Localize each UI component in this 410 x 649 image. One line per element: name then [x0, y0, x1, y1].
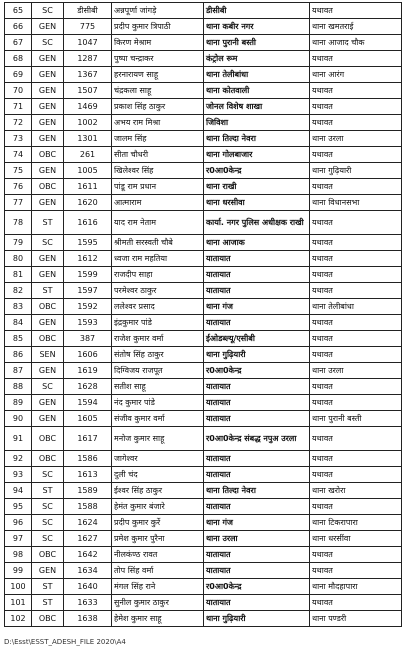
table-row — [5, 467, 402, 483]
remark-cell: यथावत — [310, 331, 402, 347]
new-posting-cell: र0आ0केन्द्र — [204, 579, 310, 595]
table-row — [5, 411, 402, 427]
new-posting-cell: जोनल विशेष शाखा — [204, 99, 310, 115]
category-cell: ST — [32, 483, 64, 499]
table-row — [5, 35, 402, 51]
new-posting-cell: र0आ0केन्द्र — [204, 363, 310, 379]
table-row — [5, 235, 402, 251]
table-row — [5, 379, 402, 395]
category-cell: SC — [32, 35, 64, 51]
remark-cell: यथावत — [310, 267, 402, 283]
serial-number-cell: 67 — [5, 35, 32, 51]
badge-number-cell: 1634 — [64, 563, 112, 579]
remark-cell: यथावत — [310, 499, 402, 515]
employee-name-cell: इंद्रकुमार पांडे — [112, 315, 204, 331]
category-cell: GEN — [32, 67, 64, 83]
category-cell: GEN — [32, 411, 64, 427]
remark-cell: थाना उरला — [310, 363, 402, 379]
employee-name-cell: ईश्वर सिंह ठाकुर — [112, 483, 204, 499]
table-row — [5, 547, 402, 563]
badge-number-cell: 1469 — [64, 99, 112, 115]
new-posting-cell: यातायात — [204, 411, 310, 427]
serial-number-cell: 78 — [5, 211, 32, 235]
category-cell: GEN — [32, 163, 64, 179]
employee-name-cell: पुष्पा चन्द्राकर — [112, 51, 204, 67]
category-cell: GEN — [32, 115, 64, 131]
employee-name-cell: परमेश्वर ठाकुर — [112, 283, 204, 299]
category-cell: OBC — [32, 179, 64, 195]
new-posting-cell: थाना तेलीबांधा — [204, 67, 310, 83]
table-row — [5, 195, 402, 211]
category-cell: ST — [32, 283, 64, 299]
category-cell: SC — [32, 379, 64, 395]
employee-name-cell: संतोष सिंह ठाकुर — [112, 347, 204, 363]
remark-cell: यथावत — [310, 283, 402, 299]
serial-number-cell: 73 — [5, 131, 32, 147]
employee-name-cell: नंद कुमार पांडे — [112, 395, 204, 411]
employee-name-cell: तोप सिंह वर्मा — [112, 563, 204, 579]
remark-cell: थाना मौदहापारा — [310, 579, 402, 595]
category-cell: GEN — [32, 315, 64, 331]
new-posting-cell: थाना तिल्दा नेवरा — [204, 483, 310, 499]
employee-name-cell: हेमेश कुमार साहू — [112, 611, 204, 627]
new-posting-cell: थाना उरला — [204, 531, 310, 547]
serial-number-cell: 77 — [5, 195, 32, 211]
category-cell: GEN — [32, 363, 64, 379]
table-row — [5, 451, 402, 467]
table-row — [5, 99, 402, 115]
table-row — [5, 283, 402, 299]
remark-cell: यथावत — [310, 147, 402, 163]
table-row — [5, 363, 402, 379]
category-cell: SC — [32, 499, 64, 515]
new-posting-cell: थाना गंज — [204, 299, 310, 315]
new-posting-cell: र0आ0केन्द्र संबद्ध नपुअ उरला — [204, 427, 310, 451]
serial-number-cell: 85 — [5, 331, 32, 347]
serial-number-cell: 72 — [5, 115, 32, 131]
badge-number-cell: 1586 — [64, 451, 112, 467]
badge-number-cell: 1287 — [64, 51, 112, 67]
new-posting-cell: यातायात — [204, 283, 310, 299]
serial-number-cell: 65 — [5, 3, 32, 19]
serial-number-cell: 79 — [5, 235, 32, 251]
category-cell: ST — [32, 595, 64, 611]
employee-name-cell: प्रकाश सिंह ठाकुर — [112, 99, 204, 115]
badge-number-cell: 1047 — [64, 35, 112, 51]
serial-number-cell: 100 — [5, 579, 32, 595]
new-posting-cell: यातायात — [204, 547, 310, 563]
category-cell: GEN — [32, 563, 64, 579]
remark-cell: थाना खमतराई — [310, 19, 402, 35]
employee-name-cell: ध्वजा राम महतिया — [112, 251, 204, 267]
remark-cell: यथावत — [310, 451, 402, 467]
table-row — [5, 395, 402, 411]
employee-name-cell: जागेश्वर — [112, 451, 204, 467]
table-body — [5, 3, 402, 627]
serial-number-cell: 81 — [5, 267, 32, 283]
employee-name-cell: खिलेश्वर सिंह — [112, 163, 204, 179]
serial-number-cell: 98 — [5, 547, 32, 563]
serial-number-cell: 99 — [5, 563, 32, 579]
badge-number-cell: 775 — [64, 19, 112, 35]
category-cell: OBC — [32, 331, 64, 347]
serial-number-cell: 68 — [5, 51, 32, 67]
new-posting-cell: यातायात — [204, 451, 310, 467]
table-row — [5, 563, 402, 579]
new-posting-cell: थाना धरसीवा — [204, 195, 310, 211]
new-posting-cell: यातायात — [204, 251, 310, 267]
new-posting-cell: थाना राखी — [204, 179, 310, 195]
serial-number-cell: 69 — [5, 67, 32, 83]
badge-number-cell: 261 — [64, 147, 112, 163]
badge-number-cell: 1628 — [64, 379, 112, 395]
remark-cell: यथावत — [310, 179, 402, 195]
remark-cell: थाना गुढ़ियारी — [310, 163, 402, 179]
serial-number-cell: 101 — [5, 595, 32, 611]
table-row — [5, 531, 402, 547]
badge-number-cell: 1640 — [64, 579, 112, 595]
category-cell: GEN — [32, 267, 64, 283]
serial-number-cell: 93 — [5, 467, 32, 483]
category-cell: SC — [32, 515, 64, 531]
remark-cell: यथावत — [310, 547, 402, 563]
category-cell: SEN — [32, 347, 64, 363]
remark-cell: यथावत — [310, 595, 402, 611]
category-cell: SC — [32, 531, 64, 547]
remark-cell: यथावत — [310, 315, 402, 331]
remark-cell: यथावत — [310, 115, 402, 131]
table-row — [5, 67, 402, 83]
badge-number-cell: 1592 — [64, 299, 112, 315]
new-posting-cell: ईओडब्ल्यू/एसीबी — [204, 331, 310, 347]
employee-name-cell: संजीव कुमार वर्मा — [112, 411, 204, 427]
category-cell: OBC — [32, 451, 64, 467]
badge-number-cell: 1606 — [64, 347, 112, 363]
employee-name-cell: अभय राम मिश्रा — [112, 115, 204, 131]
category-cell: GEN — [32, 99, 64, 115]
serial-number-cell: 83 — [5, 299, 32, 315]
employee-name-cell: दिग्विजय राजपूत — [112, 363, 204, 379]
employee-name-cell: किरण मेश्राम — [112, 35, 204, 51]
serial-number-cell: 91 — [5, 427, 32, 451]
new-posting-cell: थाना आजाक — [204, 235, 310, 251]
remark-cell: थाना आरंग — [310, 67, 402, 83]
transfer-list-table — [4, 2, 402, 627]
remark-cell: थाना तेलीबांधा — [310, 299, 402, 315]
remark-cell: यथावत — [310, 251, 402, 267]
remark-cell: थाना खरोरा — [310, 483, 402, 499]
table-row — [5, 251, 402, 267]
badge-number-cell: 1595 — [64, 235, 112, 251]
table-row — [5, 211, 402, 235]
new-posting-cell: थाना गंज — [204, 515, 310, 531]
employee-name-cell: हरनारायण साहू — [112, 67, 204, 83]
new-posting-cell: यातायात — [204, 395, 310, 411]
category-cell: OBC — [32, 547, 64, 563]
table-row — [5, 19, 402, 35]
badge-number-cell: 1619 — [64, 363, 112, 379]
serial-number-cell: 88 — [5, 379, 32, 395]
employee-name-cell: पांडू राम प्रधान — [112, 179, 204, 195]
new-posting-cell: यातायात — [204, 379, 310, 395]
employee-name-cell: सुनील कुमार ठाकुर — [112, 595, 204, 611]
category-cell: GEN — [32, 19, 64, 35]
employee-name-cell: नीलकंण्ठ रावत — [112, 547, 204, 563]
new-posting-cell: कंट्रोल रूम — [204, 51, 310, 67]
badge-number-cell: 1611 — [64, 179, 112, 195]
remark-cell: यथावत — [310, 99, 402, 115]
badge-number-cell: 1605 — [64, 411, 112, 427]
new-posting-cell: यातायात — [204, 563, 310, 579]
new-posting-cell: यातायात — [204, 267, 310, 283]
serial-number-cell: 75 — [5, 163, 32, 179]
table-row — [5, 147, 402, 163]
badge-number-cell: 1627 — [64, 531, 112, 547]
badge-number-cell: 1633 — [64, 595, 112, 611]
remark-cell: यथावत — [310, 395, 402, 411]
serial-number-cell: 94 — [5, 483, 32, 499]
serial-number-cell: 102 — [5, 611, 32, 627]
table-row — [5, 83, 402, 99]
employee-name-cell: सतीश साहू — [112, 379, 204, 395]
serial-number-cell: 84 — [5, 315, 32, 331]
table-row — [5, 163, 402, 179]
remark-cell: यथावत — [310, 563, 402, 579]
category-cell: OBC — [32, 147, 64, 163]
serial-number-cell: 95 — [5, 499, 32, 515]
new-posting-cell: यातायात — [204, 595, 310, 611]
remark-cell: यथावत — [310, 211, 402, 235]
new-posting-cell: डीसीबी — [204, 3, 310, 19]
table-row — [5, 579, 402, 595]
remark-cell: यथावत — [310, 347, 402, 363]
serial-number-cell: 89 — [5, 395, 32, 411]
badge-number-cell: 1301 — [64, 131, 112, 147]
remark-cell: थाना उरला — [310, 131, 402, 147]
employee-name-cell: चंद्रकला साहू — [112, 83, 204, 99]
badge-number-cell: 1597 — [64, 283, 112, 299]
table-row — [5, 51, 402, 67]
badge-number-cell: 1005 — [64, 163, 112, 179]
serial-number-cell: 92 — [5, 451, 32, 467]
new-posting-cell: कार्या. नगर पुलिस अधीक्षक राखी — [204, 211, 310, 235]
category-cell: GEN — [32, 131, 64, 147]
remark-cell: यथावत — [310, 427, 402, 451]
table-row — [5, 315, 402, 331]
new-posting-cell: थाना गुढ़ियारी — [204, 347, 310, 363]
category-cell: SC — [32, 235, 64, 251]
serial-number-cell: 86 — [5, 347, 32, 363]
badge-number-cell: 1594 — [64, 395, 112, 411]
category-cell: GEN — [32, 251, 64, 267]
table-row — [5, 3, 402, 19]
employee-name-cell: दुली चंद — [112, 467, 204, 483]
table-row — [5, 131, 402, 147]
serial-number-cell: 82 — [5, 283, 32, 299]
new-posting-cell: थाना तिल्दा नेवरा — [204, 131, 310, 147]
table-row — [5, 611, 402, 627]
employee-name-cell: प्रदीप कुमार कुर्रे — [112, 515, 204, 531]
employee-name-cell: प्रमेश कुमार पुरैना — [112, 531, 204, 547]
remark-cell: यथावत — [310, 467, 402, 483]
table-row — [5, 179, 402, 195]
category-cell: OBC — [32, 427, 64, 451]
category-cell: OBC — [32, 611, 64, 627]
badge-number-cell: 1642 — [64, 547, 112, 563]
new-posting-cell: यातायात — [204, 315, 310, 331]
table-row — [5, 331, 402, 347]
badge-number-cell: 1616 — [64, 211, 112, 235]
remark-cell: थाना पुरानी बस्ती — [310, 411, 402, 427]
remark-cell: यथावत — [310, 83, 402, 99]
employee-name-cell: ललेश्वर प्रसाद — [112, 299, 204, 315]
employee-name-cell: आत्माराम — [112, 195, 204, 211]
badge-number-cell: 1002 — [64, 115, 112, 131]
serial-number-cell: 70 — [5, 83, 32, 99]
table-row — [5, 499, 402, 515]
category-cell: GEN — [32, 83, 64, 99]
table-row — [5, 515, 402, 531]
table-row — [5, 115, 402, 131]
category-cell: ST — [32, 579, 64, 595]
remark-cell: यथावत — [310, 379, 402, 395]
badge-number-cell: 1593 — [64, 315, 112, 331]
new-posting-cell: यातायात — [204, 499, 310, 515]
remark-cell: थाना आजाद चौक — [310, 35, 402, 51]
new-posting-cell: जिविशा — [204, 115, 310, 131]
employee-name-cell: सीता चौधरी — [112, 147, 204, 163]
new-posting-cell: यातायात — [204, 467, 310, 483]
serial-number-cell: 80 — [5, 251, 32, 267]
new-posting-cell: थाना गुढ़ियारी — [204, 611, 310, 627]
employee-name-cell: मंगल सिंह राने — [112, 579, 204, 595]
serial-number-cell: 66 — [5, 19, 32, 35]
new-posting-cell: र0आ0केन्द्र — [204, 163, 310, 179]
employee-name-cell: राजदीप साहा — [112, 267, 204, 283]
badge-number-cell: 1588 — [64, 499, 112, 515]
serial-number-cell: 90 — [5, 411, 32, 427]
employee-name-cell: प्रदीप कुमार त्रिपाठी — [112, 19, 204, 35]
serial-number-cell: 96 — [5, 515, 32, 531]
category-cell: GEN — [32, 395, 64, 411]
serial-number-cell: 87 — [5, 363, 32, 379]
new-posting-cell: थाना कोतवाली — [204, 83, 310, 99]
table-row — [5, 483, 402, 499]
badge-number-cell: 1613 — [64, 467, 112, 483]
badge-number-cell: 1507 — [64, 83, 112, 99]
serial-number-cell: 97 — [5, 531, 32, 547]
remark-cell: यथावत — [310, 235, 402, 251]
employee-name-cell: श्रीमती सरस्वती चौबे — [112, 235, 204, 251]
serial-number-cell: 71 — [5, 99, 32, 115]
employee-name-cell: अन्नपूर्णा जांगड़े — [112, 3, 204, 19]
employee-name-cell: राजेश कुमार वर्मा — [112, 331, 204, 347]
badge-number-cell: 1599 — [64, 267, 112, 283]
badge-number-cell: 387 — [64, 331, 112, 347]
badge-number-cell: 1612 — [64, 251, 112, 267]
table-row — [5, 347, 402, 363]
table-row — [5, 299, 402, 315]
table-row — [5, 595, 402, 611]
badge-number-cell: 1620 — [64, 195, 112, 211]
remark-cell: थाना विधानसभा — [310, 195, 402, 211]
category-cell: SC — [32, 467, 64, 483]
table-row — [5, 267, 402, 283]
category-cell: GEN — [32, 51, 64, 67]
new-posting-cell: थाना पुरानी बस्ती — [204, 35, 310, 51]
badge-number-cell: 1617 — [64, 427, 112, 451]
badge-number-cell: 1638 — [64, 611, 112, 627]
remark-cell: यथावत — [310, 3, 402, 19]
employee-name-cell: याद राम नेताम — [112, 211, 204, 235]
badge-number-cell: 1624 — [64, 515, 112, 531]
category-cell: ST — [32, 211, 64, 235]
employee-name-cell: मनोज कुमार साहू — [112, 427, 204, 451]
new-posting-cell: थाना कबीर नगर — [204, 19, 310, 35]
employee-name-cell: जालम सिंह — [112, 131, 204, 147]
new-posting-cell: थाना गोलबाजार — [204, 147, 310, 163]
category-cell: SC — [32, 3, 64, 19]
remark-cell: थाना धरसींवा — [310, 531, 402, 547]
remark-cell: यथावत — [310, 51, 402, 67]
remark-cell: थाना टिकरापारा — [310, 515, 402, 531]
badge-number-cell: 1589 — [64, 483, 112, 499]
badge-number-cell: 1367 — [64, 67, 112, 83]
employee-name-cell: हेमंत कुमार बंजारे — [112, 499, 204, 515]
file-path-footer: D:\Esst\ESST_ADESH_FILE 2020\A4 — [4, 638, 126, 646]
category-cell: OBC — [32, 299, 64, 315]
serial-number-cell: 76 — [5, 179, 32, 195]
serial-number-cell: 74 — [5, 147, 32, 163]
table-row — [5, 427, 402, 451]
remark-cell: थाना पण्डरी — [310, 611, 402, 627]
badge-number-cell: डीसीबी — [64, 3, 112, 19]
category-cell: GEN — [32, 195, 64, 211]
